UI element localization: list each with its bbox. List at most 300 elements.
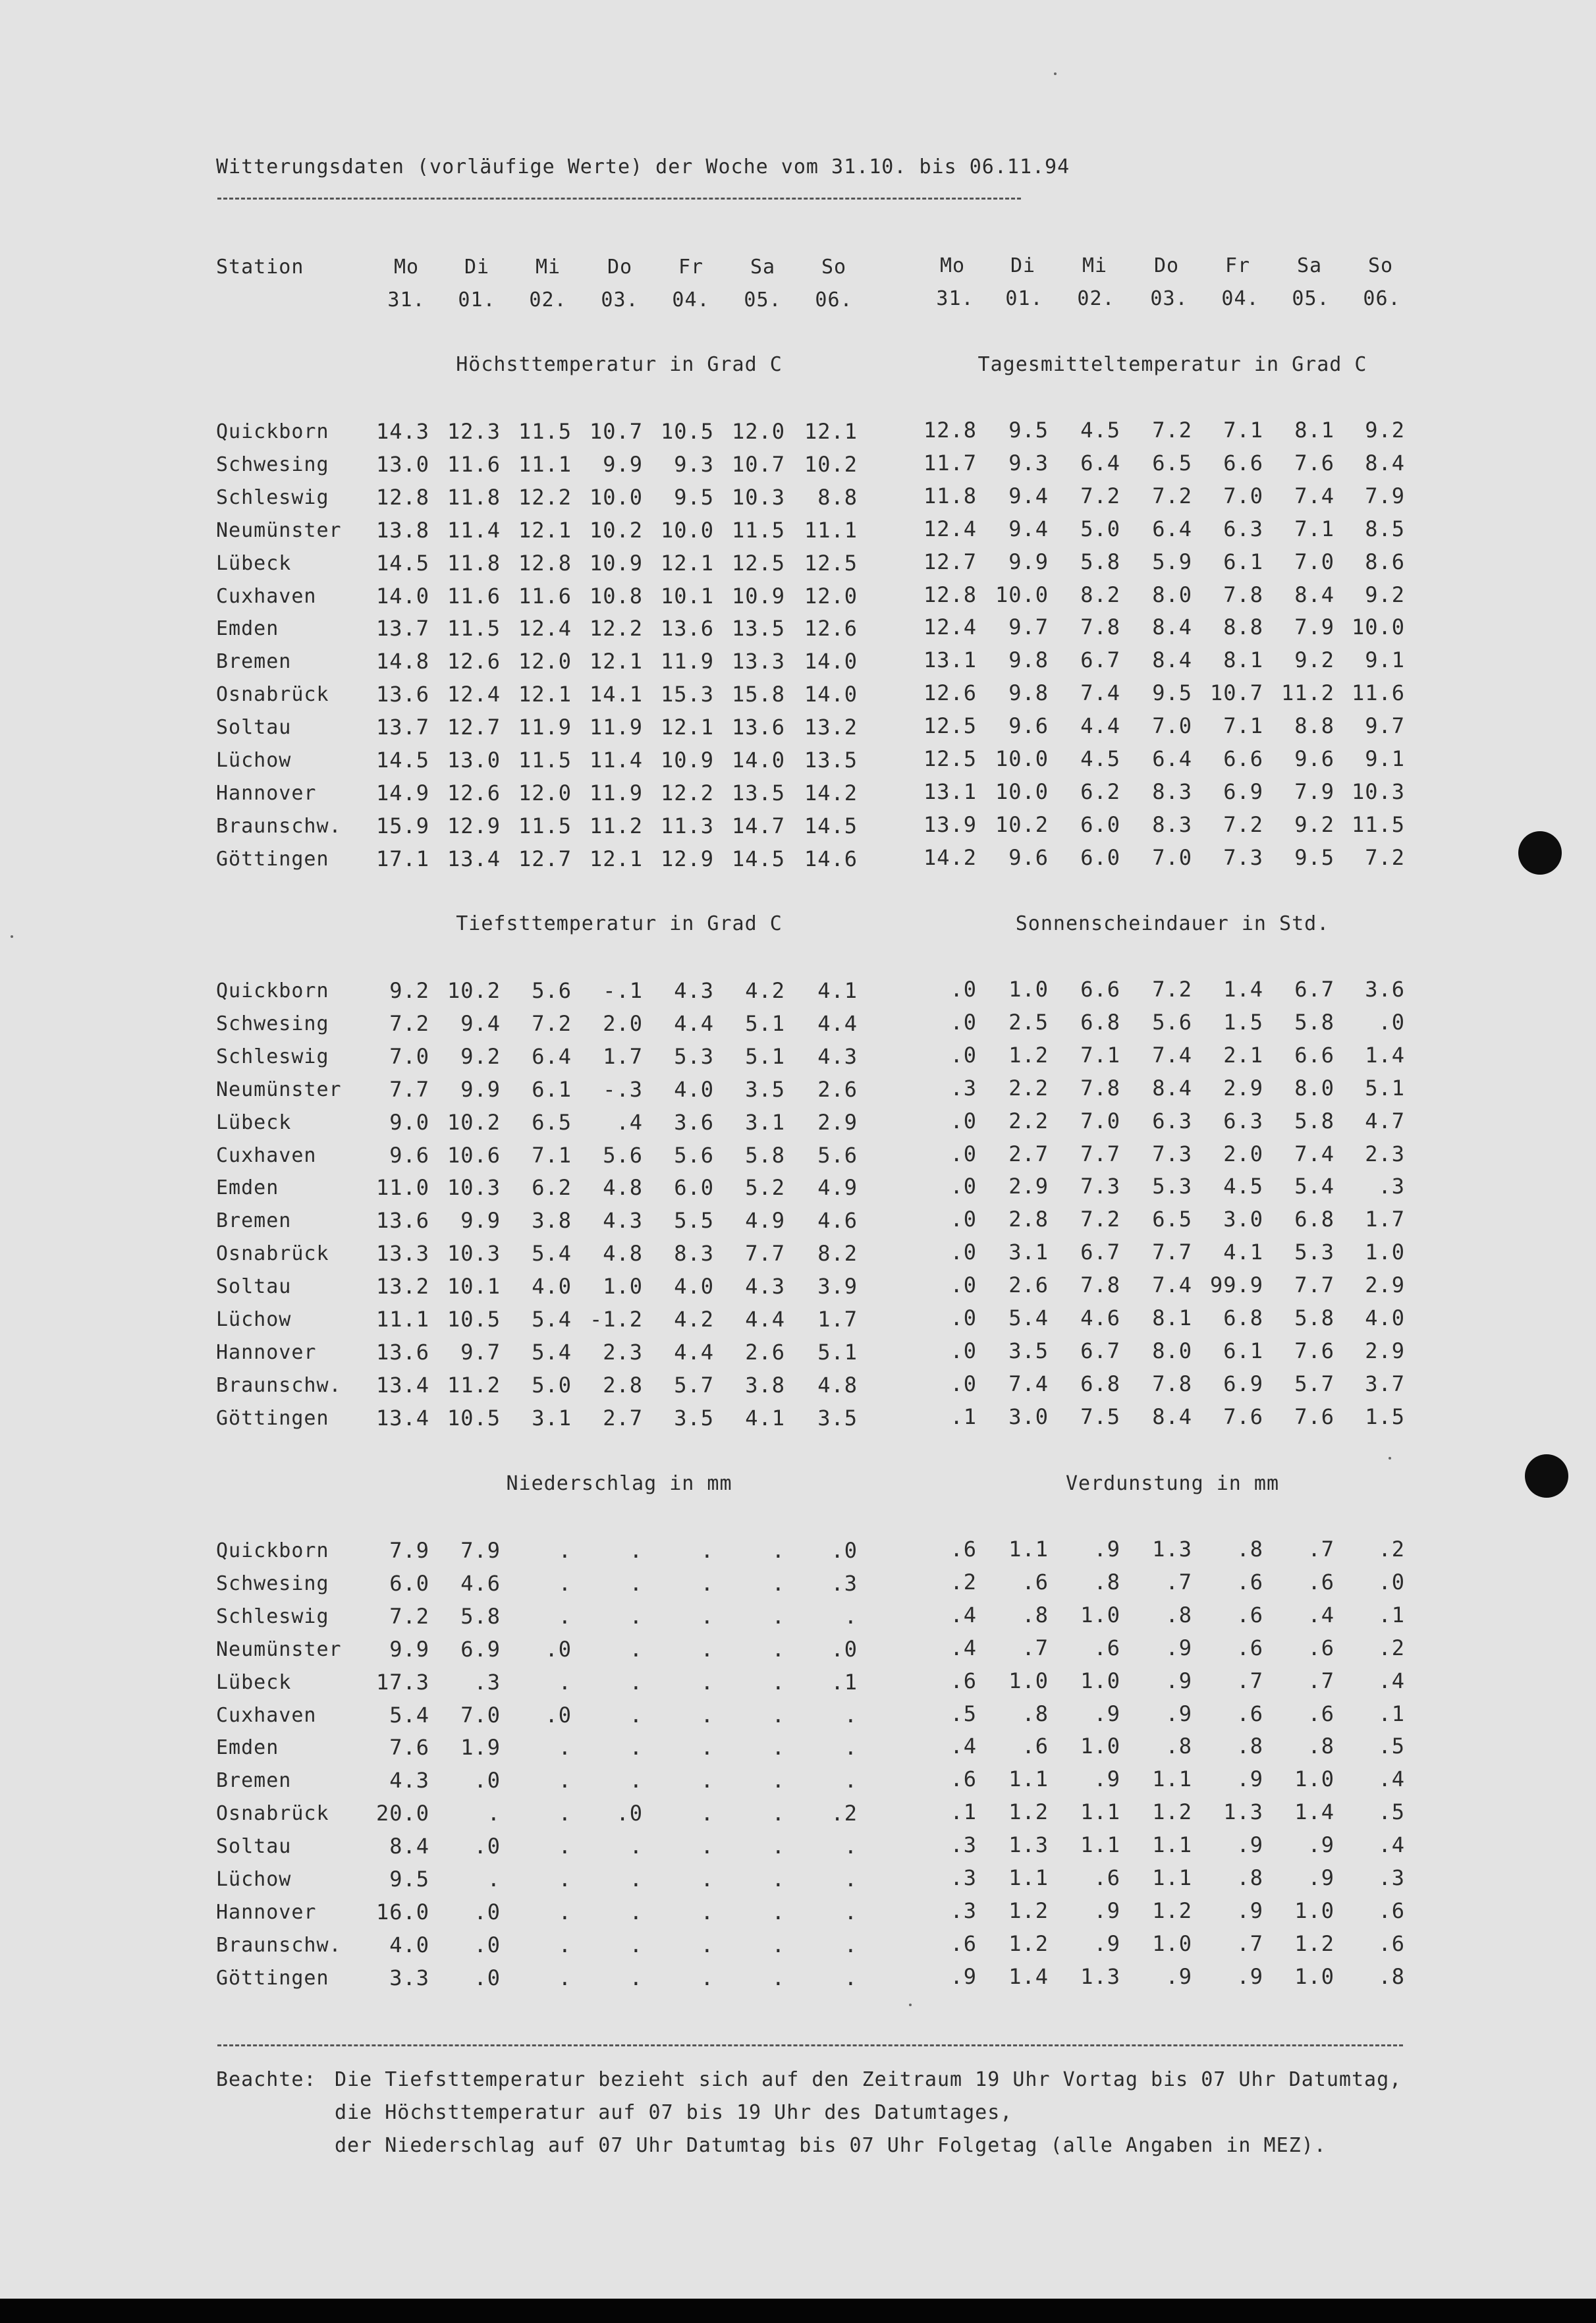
table-cell: 6.5 [1152, 1207, 1192, 1232]
table-cell: 7.2 [532, 1011, 572, 1036]
table-cell: . [700, 1965, 714, 1990]
table-cell: 1.1 [1152, 1865, 1192, 1890]
table-cell: 11.5 [518, 813, 572, 838]
date-header: 02. [529, 288, 567, 312]
table-cell: 10.3 [731, 485, 785, 510]
table-cell: . [700, 1834, 714, 1859]
table-cell: 15.3 [660, 682, 714, 707]
table-cell: 7.8 [1080, 1076, 1120, 1101]
table-cell: 4.4 [1080, 713, 1120, 738]
table-cell: 10.0 [995, 779, 1049, 804]
table-cell: 1.0 [1008, 977, 1049, 1002]
table-cell: .9 [1093, 1701, 1120, 1726]
table-cell: 4.1 [1223, 1240, 1263, 1265]
table-cell: . [844, 1703, 858, 1728]
table-cell: 6.7 [1080, 1240, 1120, 1265]
table-cell: .8 [1236, 1734, 1263, 1759]
table-cell: 9.2 [389, 978, 429, 1003]
table-cell: .0 [545, 1703, 572, 1728]
table-cell: 7.1 [1294, 516, 1335, 541]
table-cell: 12.9 [447, 813, 501, 838]
table-cell: 5.9 [1152, 549, 1192, 574]
table-cell: 1.0 [1294, 1964, 1335, 1989]
section-title: Sonnenscheindauer in Std. [1015, 912, 1330, 935]
table-cell: 12.8 [518, 551, 572, 576]
table-cell: 1.0 [1080, 1734, 1120, 1759]
table-cell: 4.4 [817, 1011, 858, 1036]
table-cell: 3.7 [1365, 1371, 1405, 1396]
date-header: 03. [601, 288, 639, 312]
table-cell: .7 [1236, 1931, 1263, 1956]
date-header: 04. [1221, 287, 1259, 310]
table-cell: 10.9 [660, 748, 714, 773]
table-cell: . [629, 1703, 643, 1728]
table-cell: 5.7 [1294, 1371, 1335, 1396]
table-cell: 11.8 [447, 551, 501, 576]
station-name: Schleswig [216, 1045, 329, 1068]
table-cell: 1.7 [817, 1307, 858, 1332]
table-cell: 15.9 [375, 813, 429, 838]
station-name: Lübeck [216, 552, 292, 575]
station-name: Emden [216, 617, 279, 640]
station-name: Schwesing [216, 453, 329, 476]
table-cell: .0 [950, 1371, 977, 1396]
table-cell: .3 [950, 1832, 977, 1857]
table-cell: 11.6 [447, 452, 501, 477]
table-cell: . [771, 1735, 785, 1760]
table-cell: 6.7 [1294, 977, 1335, 1002]
table-cell: 9.9 [460, 1077, 501, 1102]
table-cell: 14.8 [375, 649, 429, 674]
table-cell: .4 [616, 1110, 643, 1135]
day-header: Do [607, 256, 633, 279]
table-cell: 10.9 [731, 584, 785, 609]
table-cell: 1.3 [1152, 1537, 1192, 1562]
table-cell: 20.0 [375, 1801, 429, 1826]
table-cell: . [487, 1801, 501, 1826]
table-cell: .4 [1378, 1766, 1405, 1791]
table-cell: 13.0 [375, 452, 429, 477]
table-cell: 6.2 [1080, 779, 1120, 804]
table-cell: 11.4 [589, 748, 643, 773]
table-cell: 11.5 [447, 616, 501, 641]
table-cell: 11.2 [1280, 680, 1335, 705]
table-cell: 4.7 [1365, 1108, 1405, 1134]
table-cell: 12.8 [923, 582, 977, 607]
table-cell: 14.5 [375, 748, 429, 773]
table-cell: 6.1 [532, 1077, 572, 1102]
table-cell: 8.1 [1223, 647, 1263, 672]
table-cell: 6.4 [1152, 516, 1192, 541]
speck [909, 2004, 912, 2006]
table-cell: .6 [950, 1766, 977, 1791]
table-cell: 1.7 [1365, 1207, 1405, 1232]
date-header: 03. [1150, 287, 1188, 310]
table-cell: . [700, 1670, 714, 1695]
table-cell: 7.2 [1152, 418, 1192, 443]
table-cell: 12.6 [923, 680, 977, 705]
table-cell: 12.0 [518, 780, 572, 806]
section-title: Tagesmitteltemperatur in Grad C [977, 353, 1367, 376]
table-cell: . [629, 1637, 643, 1662]
table-cell: 11.0 [375, 1175, 429, 1200]
table-cell: .0 [950, 1010, 977, 1035]
table-cell: 4.1 [745, 1406, 785, 1431]
table-cell: .6 [1307, 1570, 1335, 1595]
table-cell: 5.6 [817, 1143, 858, 1168]
table-cell: 1.0 [1294, 1766, 1335, 1791]
table-cell: 7.2 [389, 1604, 429, 1629]
table-cell: 8.8 [1294, 713, 1335, 738]
table-cell: 5.1 [745, 1044, 785, 1069]
table-cell: 1.0 [1152, 1931, 1192, 1956]
table-cell: . [558, 1834, 572, 1859]
table-cell: 6.3 [1152, 1108, 1192, 1134]
table-cell: 12.1 [518, 518, 572, 543]
table-cell: 7.6 [1294, 1338, 1335, 1363]
table-cell: 3.6 [674, 1110, 714, 1135]
table-cell: .0 [474, 1899, 501, 1925]
table-cell: . [700, 1604, 714, 1629]
table-cell: 7.7 [1080, 1141, 1120, 1166]
station-name: Osnabrück [216, 1242, 329, 1265]
table-cell: .9 [1165, 1964, 1192, 1989]
punch-hole [1518, 831, 1562, 875]
table-cell: 7.1 [1223, 418, 1263, 443]
station-name: Cuxhaven [216, 1704, 317, 1727]
table-cell: 4.4 [674, 1340, 714, 1365]
table-cell: 7.8 [1223, 582, 1263, 607]
table-cell: 1.3 [1008, 1832, 1049, 1857]
note-line: Die Tiefsttemperatur bezieht sich auf den Zeitraum 19 Uhr Vortag bis 07 Uhr Datumtag, [335, 2068, 1402, 2091]
table-cell: 10.0 [589, 485, 643, 510]
station-name: Neumünster [216, 1078, 342, 1101]
table-cell: 7.1 [532, 1143, 572, 1168]
table-cell: 6.9 [1223, 1371, 1263, 1396]
table-cell: 5.8 [1294, 1010, 1335, 1035]
table-cell: 5.3 [1294, 1240, 1335, 1265]
table-cell: . [771, 1768, 785, 1793]
speck [1389, 1457, 1391, 1460]
table-cell: 9.6 [389, 1143, 429, 1168]
table-cell: 5.6 [674, 1143, 714, 1168]
table-cell: .1 [950, 1404, 977, 1429]
table-cell: 12.8 [375, 485, 429, 510]
table-cell: .3 [474, 1670, 501, 1695]
station-name: Schleswig [216, 1605, 329, 1628]
table-cell: 10.0 [995, 746, 1049, 771]
table-cell: 4.0 [674, 1274, 714, 1299]
table-cell: 14.5 [804, 813, 858, 838]
table-cell: 12.5 [731, 551, 785, 576]
table-cell: 7.9 [460, 1538, 501, 1563]
station-name: Cuxhaven [216, 585, 317, 608]
station-name: Soltau [216, 1275, 292, 1298]
table-cell: . [558, 1538, 572, 1563]
table-cell: 3.0 [1008, 1404, 1049, 1429]
table-cell: . [629, 1834, 643, 1859]
table-cell: . [700, 1768, 714, 1793]
station-name: Braunschw. [216, 1374, 342, 1397]
table-cell: 4.3 [817, 1044, 858, 1069]
table-cell: 6.9 [1223, 779, 1263, 804]
table-cell: 4.0 [532, 1274, 572, 1299]
table-cell: 6.1 [1223, 549, 1263, 574]
table-cell: 13.6 [731, 715, 785, 740]
table-cell: 4.0 [674, 1077, 714, 1102]
station-name: Neumünster [216, 519, 342, 542]
table-cell: 5.6 [532, 978, 572, 1003]
table-cell: 5.4 [1294, 1174, 1335, 1199]
table-cell: 12.4 [923, 516, 977, 541]
table-cell: 1.5 [1223, 1010, 1263, 1035]
table-cell: 7.0 [1223, 483, 1263, 508]
table-cell: . [629, 1735, 643, 1760]
table-cell: . [700, 1571, 714, 1596]
table-cell: 5.0 [532, 1373, 572, 1398]
table-cell: 5.3 [674, 1044, 714, 1069]
table-cell: 14.0 [804, 649, 858, 674]
table-cell: 2.9 [1365, 1272, 1405, 1298]
table-cell: 9.7 [1008, 615, 1049, 640]
table-cell: 9.9 [1008, 549, 1049, 574]
table-cell: 10.3 [447, 1175, 501, 1200]
table-cell: .1 [950, 1799, 977, 1824]
table-cell: 13.6 [375, 1208, 429, 1233]
table-cell: 14.9 [375, 780, 429, 806]
table-cell: 8.2 [1080, 582, 1120, 607]
table-cell: 1.9 [460, 1735, 501, 1760]
table-cell: . [629, 1571, 643, 1596]
table-cell: 1.0 [1080, 1602, 1120, 1627]
title-divider [217, 198, 1021, 200]
table-cell: .9 [950, 1964, 977, 1989]
table-cell: 11.1 [804, 518, 858, 543]
table-cell: 7.2 [1152, 483, 1192, 508]
table-cell: 10.3 [1351, 779, 1405, 804]
table-cell: 13.5 [804, 748, 858, 773]
table-cell: 6.8 [1294, 1207, 1335, 1232]
table-cell: 11.9 [589, 715, 643, 740]
table-cell: . [771, 1604, 785, 1629]
table-cell: 1.4 [1294, 1799, 1335, 1824]
table-cell: 2.6 [817, 1077, 858, 1102]
note-line: die Höchsttemperatur auf 07 bis 19 Uhr des Datumtages, [335, 2101, 1013, 2124]
table-cell: .8 [1093, 1570, 1120, 1595]
station-name: Schwesing [216, 1572, 329, 1595]
table-cell: 4.4 [674, 1011, 714, 1036]
table-cell: 13.7 [375, 715, 429, 740]
table-cell: . [844, 1932, 858, 1957]
table-cell: 10.5 [447, 1406, 501, 1431]
table-cell: -.1 [603, 978, 643, 1003]
table-cell: 12.4 [447, 682, 501, 707]
table-cell: . [700, 1538, 714, 1563]
table-cell: . [771, 1834, 785, 1859]
table-cell: 7.2 [1223, 812, 1263, 837]
table-cell: . [558, 1867, 572, 1892]
table-cell: .6 [1236, 1570, 1263, 1595]
table-cell: .4 [950, 1635, 977, 1660]
table-cell: 12.2 [589, 616, 643, 641]
table-cell: .6 [1378, 1931, 1405, 1956]
table-cell: .0 [474, 1965, 501, 1990]
table-cell: 2.7 [1008, 1141, 1049, 1166]
table-cell: 10.3 [447, 1241, 501, 1266]
table-cell: 5.7 [674, 1373, 714, 1398]
table-cell: 8.3 [674, 1241, 714, 1266]
table-cell: 13.4 [375, 1373, 429, 1398]
table-cell: . [771, 1637, 785, 1662]
table-cell: 9.5 [389, 1867, 429, 1892]
table-cell: 17.3 [375, 1670, 429, 1695]
table-cell: 3.0 [1223, 1207, 1263, 1232]
table-cell: .4 [1378, 1832, 1405, 1857]
table-cell: . [771, 1965, 785, 1990]
table-cell: 1.1 [1080, 1832, 1120, 1857]
table-cell: 14.0 [375, 584, 429, 609]
table-cell: 8.4 [389, 1834, 429, 1859]
table-cell: 13.1 [923, 647, 977, 672]
table-cell: .6 [1236, 1701, 1263, 1726]
table-cell: 7.0 [389, 1044, 429, 1069]
table-cell: 2.9 [1008, 1174, 1049, 1199]
table-cell: 6.9 [460, 1637, 501, 1662]
table-cell: 13.9 [923, 812, 977, 837]
table-cell: 13.6 [375, 1340, 429, 1365]
note-label: Beachte: [216, 2068, 317, 2091]
station-name: Quickborn [216, 1539, 329, 1562]
table-cell: 12.6 [447, 649, 501, 674]
table-cell: . [629, 1670, 643, 1695]
station-name: Neumünster [216, 1638, 342, 1661]
table-cell: .7 [1307, 1537, 1335, 1562]
table-cell: . [771, 1571, 785, 1596]
table-cell: 1.7 [603, 1044, 643, 1069]
table-cell: . [771, 1538, 785, 1563]
table-cell: 9.0 [389, 1110, 429, 1135]
table-cell: 9.5 [1152, 680, 1192, 705]
table-cell: . [771, 1932, 785, 1957]
date-header: 02. [1077, 287, 1115, 310]
table-cell: 1.3 [1080, 1964, 1120, 1989]
table-cell: 8.6 [1365, 549, 1405, 574]
section-title: Höchsttemperatur in Grad C [456, 353, 783, 376]
table-cell: 14.1 [589, 682, 643, 707]
day-header: Sa [750, 256, 776, 279]
table-cell: 6.0 [1080, 845, 1120, 870]
table-cell: .9 [1165, 1635, 1192, 1660]
station-name: Emden [216, 1736, 279, 1759]
table-cell: 9.6 [1008, 713, 1049, 738]
table-cell: . [771, 1899, 785, 1925]
table-cell: 10.5 [660, 419, 714, 444]
table-cell: . [558, 1670, 572, 1695]
table-cell: 11.9 [660, 649, 714, 674]
table-cell: 13.5 [731, 780, 785, 806]
table-cell: 7.8 [1152, 1371, 1192, 1396]
table-cell: 8.1 [1152, 1305, 1192, 1330]
table-cell: . [629, 1932, 643, 1957]
table-cell: .9 [1236, 1766, 1263, 1791]
station-name: Braunschw. [216, 1934, 342, 1957]
date-header: 04. [672, 288, 710, 312]
day-header: Mi [535, 256, 561, 279]
table-cell: 12.1 [804, 419, 858, 444]
table-cell: 1.1 [1152, 1832, 1192, 1857]
day-header: Mo [939, 254, 966, 277]
station-header: Station [216, 256, 304, 279]
table-cell: .1 [831, 1670, 858, 1695]
table-cell: .8 [1022, 1701, 1049, 1726]
table-cell: 7.4 [1152, 1043, 1192, 1068]
table-cell: 5.8 [1294, 1305, 1335, 1330]
table-cell: 7.8 [1080, 615, 1120, 640]
table-cell: .4 [1378, 1668, 1405, 1693]
table-cell: 8.4 [1152, 1404, 1192, 1429]
table-cell: 5.1 [817, 1340, 858, 1365]
table-cell: .0 [950, 977, 977, 1002]
table-cell: 1.5 [1365, 1404, 1405, 1429]
table-cell: 9.6 [1294, 746, 1335, 771]
table-cell: 1.2 [1152, 1799, 1192, 1824]
table-cell: 6.0 [389, 1571, 429, 1596]
table-cell: 7.7 [389, 1077, 429, 1102]
table-cell: . [629, 1768, 643, 1793]
table-cell: .8 [1236, 1865, 1263, 1890]
note-divider [217, 2044, 1403, 2046]
table-cell: 6.7 [1080, 1338, 1120, 1363]
table-cell: 3.5 [817, 1406, 858, 1431]
table-cell: 5.6 [1152, 1010, 1192, 1035]
table-cell: 13.2 [375, 1274, 429, 1299]
table-cell: 6.8 [1080, 1010, 1120, 1035]
table-cell: 10.0 [1351, 615, 1405, 640]
table-cell: 6.1 [1223, 1338, 1263, 1363]
station-name: Bremen [216, 1769, 292, 1792]
table-cell: 12.7 [518, 846, 572, 871]
table-cell: 9.1 [1365, 647, 1405, 672]
table-cell: 3.5 [1008, 1338, 1049, 1363]
table-cell: 4.9 [817, 1175, 858, 1200]
station-name: Göttingen [216, 1967, 329, 1990]
table-cell: .9 [1236, 1832, 1263, 1857]
table-cell: .9 [1093, 1766, 1120, 1791]
table-cell: 11.8 [447, 485, 501, 510]
table-cell: 3.8 [745, 1373, 785, 1398]
table-cell: 1.2 [1294, 1931, 1335, 1956]
table-cell: . [629, 1899, 643, 1925]
table-cell: 9.5 [1008, 418, 1049, 443]
table-cell: 14.3 [375, 419, 429, 444]
station-name: Soltau [216, 1835, 292, 1858]
table-cell: .9 [1307, 1832, 1335, 1857]
table-cell: 2.2 [1008, 1108, 1049, 1134]
table-cell: 11.2 [589, 813, 643, 838]
table-cell: 12.1 [660, 715, 714, 740]
table-cell: 3.6 [1365, 977, 1405, 1002]
table-cell: 10.9 [589, 551, 643, 576]
table-cell: . [487, 1867, 501, 1892]
table-cell: 7.7 [1152, 1240, 1192, 1265]
table-cell: . [700, 1735, 714, 1760]
table-cell: 1.0 [1008, 1668, 1049, 1693]
table-cell: 10.2 [447, 1110, 501, 1135]
date-header: 31. [387, 288, 426, 312]
table-cell: 7.2 [1365, 845, 1405, 870]
table-cell: 2.5 [1008, 1010, 1049, 1035]
table-cell: .8 [1022, 1602, 1049, 1627]
